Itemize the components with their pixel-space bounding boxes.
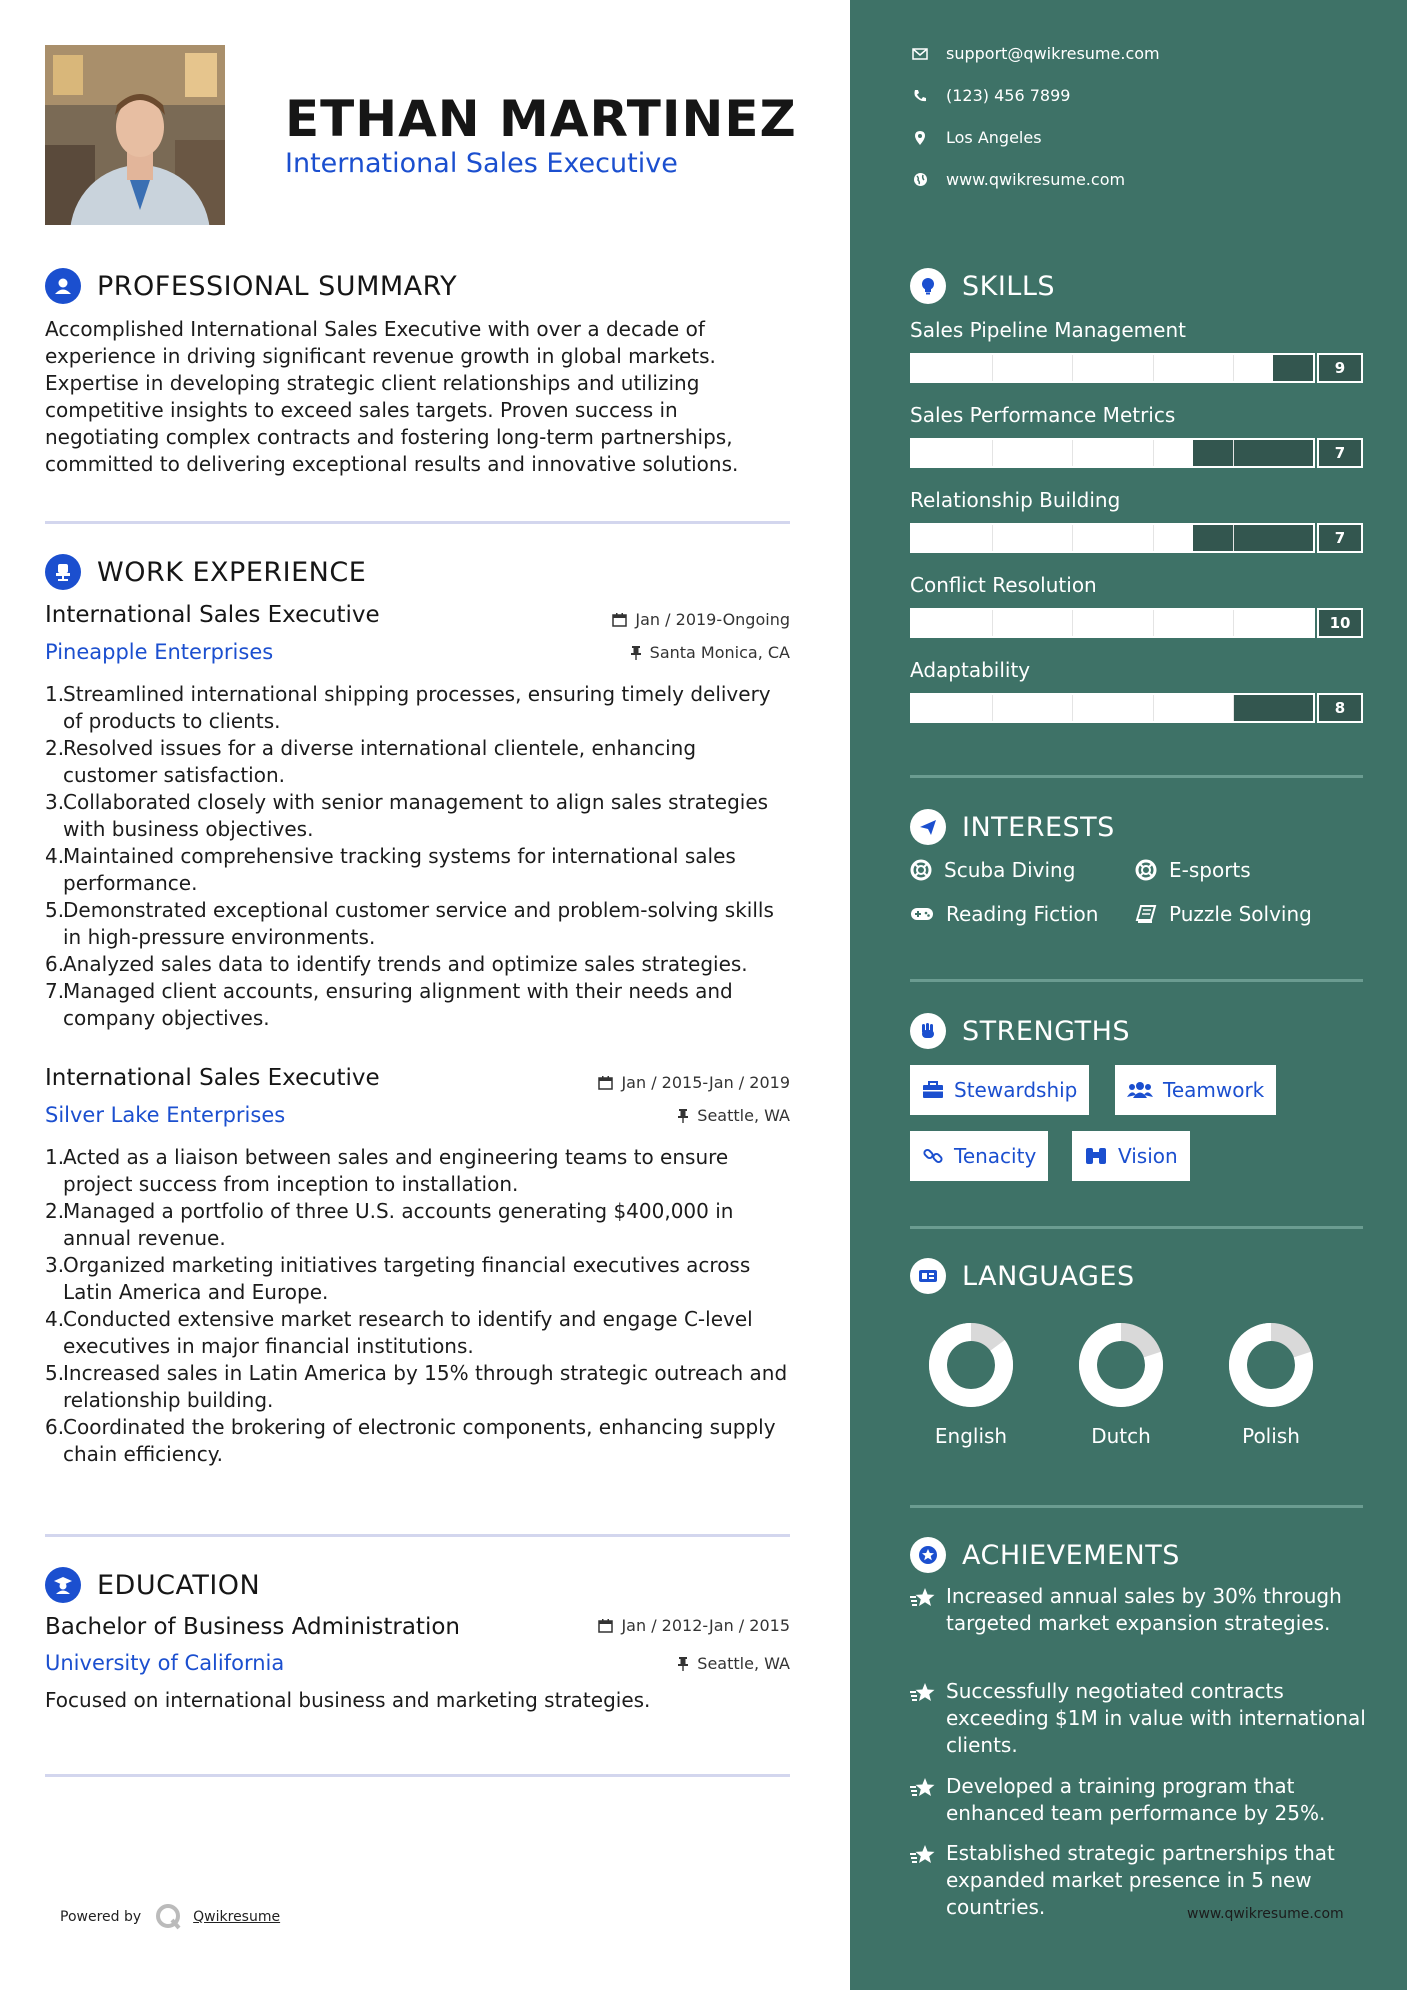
users-icon	[1127, 1081, 1153, 1099]
strengths-heading	[910, 1013, 1130, 1049]
list-item: 4. Conducted extensive market research to identify and engage C-level executives in major financial institutions.	[45, 1307, 753, 1358]
gamepad-icon	[910, 906, 934, 922]
education-dates	[598, 1616, 790, 1635]
star-icon	[910, 1583, 946, 1637]
degree: Bachelor of Business Administration	[45, 1614, 460, 1640]
interests-heading	[910, 809, 1115, 845]
pin-icon	[677, 1656, 689, 1671]
job-location	[677, 1106, 790, 1125]
divider	[45, 1534, 790, 1537]
contact-location	[910, 128, 1042, 147]
skill-bar-tick	[1233, 610, 1234, 636]
achievement-item	[910, 1773, 1370, 1827]
skill-bar-tick	[1072, 525, 1073, 551]
calendar-icon	[612, 612, 627, 627]
calendar-icon	[598, 1075, 613, 1090]
skill-bar-tick	[1153, 440, 1154, 466]
list-item: 5. Increased sales in Latin America by 15% through strategic outreach and relationship building.	[45, 1361, 788, 1412]
languages-heading	[910, 1258, 1135, 1294]
contact-website	[910, 170, 1125, 189]
list-item: 6. Coordinated the brokering of electronic components, enhancing supply chain efficiency.	[45, 1415, 776, 1466]
website-text[interactable]: www.qwikresume.com	[946, 170, 1126, 189]
globe-icon	[913, 172, 928, 187]
skill-bar-tick	[1153, 525, 1154, 551]
interest-label: Scuba Diving	[944, 858, 1076, 882]
language-icon	[910, 1258, 946, 1294]
skill-bar-tick	[1153, 610, 1154, 636]
lightbulb-icon	[910, 268, 946, 304]
interest-label: E-sports	[1169, 858, 1251, 882]
skill-level-bar	[910, 608, 1315, 638]
skill-bar-tick	[1153, 695, 1154, 721]
skill-bar-tick	[992, 610, 993, 636]
life-ring-icon	[1135, 859, 1157, 881]
achievement-text: Increased annual sales by 30% through targeted market expansion strategies.	[946, 1584, 1342, 1635]
job-dates	[612, 610, 790, 629]
job-title: International Sales Executive	[45, 602, 380, 628]
summary-title: PROFESSIONAL SUMMARY	[97, 270, 458, 302]
list-item: 4. Maintained comprehensive tracking systems for international sales performance.	[45, 844, 736, 895]
achievement-text: Established strategic partnerships that expanded market presence in 5 new countries.	[946, 1841, 1335, 1919]
skill-bar-tick	[1233, 440, 1234, 466]
job-location	[630, 643, 790, 662]
strength-badge	[1072, 1131, 1190, 1181]
skill-bar-tick	[1153, 355, 1154, 381]
list-item: 1. Acted as a liaison between sales and engineering teams to ensure project success from inception to installation.	[45, 1145, 729, 1196]
school-name: University of California	[45, 1651, 285, 1675]
job-location-text: Santa Monica, CA	[649, 643, 790, 662]
interest-label: Reading Fiction	[946, 902, 1099, 926]
calendar-icon	[598, 1618, 613, 1633]
education-description: Focused on international business and marketing strategies.	[45, 1688, 651, 1712]
language-item	[1211, 1322, 1331, 1448]
skill-score: 9	[1317, 353, 1363, 383]
star-badge-icon	[910, 1537, 946, 1573]
language-name: English	[934, 1424, 1008, 1448]
job-dates	[598, 1073, 790, 1092]
skills-heading	[910, 268, 1055, 304]
language-proficiency-ring	[1078, 1322, 1164, 1408]
life-ring-icon	[910, 859, 932, 881]
star-icon	[910, 1840, 946, 1921]
skill-bar-tick	[1233, 695, 1234, 721]
pin-icon	[677, 1108, 689, 1123]
list-item: 6. Analyzed sales data to identify trends and optimize sales strategies.	[45, 952, 748, 976]
interest-label: Puzzle Solving	[1169, 902, 1312, 926]
interest-item	[1135, 858, 1251, 882]
job-bullets	[45, 681, 795, 1032]
strength-badge	[910, 1131, 1048, 1181]
divider	[910, 1226, 1363, 1229]
achievements-heading	[910, 1537, 1180, 1573]
experience-heading	[45, 554, 366, 590]
skill-score: 8	[1317, 693, 1363, 723]
experience-title: WORK EXPERIENCE	[97, 556, 367, 588]
office-chair-icon	[45, 554, 81, 590]
strength-label: Vision	[1118, 1144, 1178, 1168]
contact-phone	[910, 86, 1070, 105]
star-icon	[910, 1678, 946, 1759]
divider	[910, 979, 1363, 982]
achievement-text: Successfully negotiated contracts exceeding $1M in value with international clients.	[946, 1679, 1366, 1757]
language-proficiency-ring	[1228, 1322, 1314, 1408]
powered-by-label: Powered by	[60, 1909, 142, 1925]
job-title: International Sales Executive	[45, 1065, 380, 1091]
skill-bar-tick	[992, 440, 993, 466]
skills-title: SKILLS	[962, 270, 1056, 302]
map-pin-icon	[914, 130, 926, 146]
skill-name: Adaptability	[910, 658, 1031, 682]
candidate-name: ETHAN MARTINEZ	[285, 90, 797, 148]
education-location	[677, 1654, 790, 1673]
divider	[910, 1505, 1363, 1508]
job-dates-text: Jan / 2015-Jan / 2019	[621, 1073, 790, 1092]
candidate-title: International Sales Executive	[285, 148, 678, 179]
skill-level-bar	[910, 353, 1315, 383]
divider	[45, 521, 790, 524]
pin-icon	[630, 645, 642, 660]
hand-icon	[910, 1013, 946, 1049]
company-name: Silver Lake Enterprises	[45, 1103, 286, 1127]
skill-name: Sales Performance Metrics	[910, 403, 1176, 427]
skill-name: Conflict Resolution	[910, 573, 1097, 597]
phone-text: (123) 456 7899	[946, 86, 1071, 105]
languages-title: LANGUAGES	[962, 1260, 1135, 1292]
graduate-icon	[45, 1567, 81, 1603]
language-proficiency-ring	[928, 1322, 1014, 1408]
achievement-text: Developed a training program that enhanced team performance by 25%.	[946, 1774, 1326, 1825]
skill-level-fill	[912, 440, 1193, 466]
skill-level-bar	[910, 438, 1315, 468]
profile-photo	[45, 45, 225, 225]
education-location-text: Seattle, WA	[697, 1654, 790, 1673]
user-icon	[45, 268, 81, 304]
divider	[45, 1774, 790, 1777]
job-bullets	[45, 1144, 795, 1468]
binoculars-icon	[1084, 1146, 1108, 1166]
location-text: Los Angeles	[946, 128, 1042, 147]
skill-level-bar	[910, 523, 1315, 553]
paper-plane-icon	[910, 809, 946, 845]
envelope-icon	[912, 48, 928, 60]
skill-bar-tick	[1072, 610, 1073, 636]
star-icon	[910, 1773, 946, 1827]
skill-level-fill	[912, 525, 1193, 551]
skill-bar-tick	[1233, 355, 1234, 381]
skill-name: Sales Pipeline Management	[910, 318, 1186, 342]
strength-label: Teamwork	[1163, 1078, 1265, 1102]
phone-icon	[913, 89, 927, 103]
powered-by	[60, 1903, 280, 1931]
skill-score: 10	[1317, 608, 1363, 638]
book-icon	[1135, 904, 1157, 924]
interest-item	[1135, 902, 1312, 926]
language-item	[911, 1322, 1031, 1448]
language-name: Polish	[1242, 1424, 1300, 1448]
strength-badge	[910, 1065, 1089, 1115]
skill-name: Relationship Building	[910, 488, 1121, 512]
skill-level-bar	[910, 693, 1315, 723]
job-location-text: Seattle, WA	[697, 1106, 790, 1125]
education-heading	[45, 1567, 260, 1603]
education-dates-text: Jan / 2012-Jan / 2015	[621, 1616, 790, 1635]
interest-item	[910, 858, 1075, 882]
list-item: 5. Demonstrated exceptional customer service and problem-solving skills in high-pressure environments.	[45, 898, 774, 949]
list-item: 3. Organized marketing initiatives targeting financial executives across Latin America and Europe.	[45, 1253, 751, 1304]
summary-heading	[45, 268, 457, 304]
contact-email	[910, 44, 1160, 63]
divider	[910, 775, 1363, 778]
language-item	[1061, 1322, 1181, 1448]
strength-label: Stewardship	[954, 1078, 1078, 1102]
strengths-title: STRENGTHS	[962, 1015, 1131, 1047]
qwikresume-link[interactable]: Qwikresume	[193, 1909, 281, 1925]
list-item: 2. Resolved issues for a diverse international clientele, enhancing customer satisfaction.	[45, 736, 697, 787]
skill-bar-tick	[1072, 695, 1073, 721]
skill-bar-tick	[992, 695, 993, 721]
skill-score: 7	[1317, 523, 1363, 553]
list-item: 7. Managed client accounts, ensuring alignment with their needs and company objectives.	[45, 979, 733, 1030]
sidebar	[850, 0, 1407, 1990]
skill-bar-tick	[1233, 525, 1234, 551]
footer-url[interactable]: www.qwikresume.com	[1187, 1906, 1344, 1922]
list-item: 1. Streamlined international shipping processes, ensuring timely delivery of products to clients.	[45, 682, 771, 733]
skill-level-fill	[912, 355, 1273, 381]
skill-bar-tick	[992, 355, 993, 381]
strength-label: Tenacity	[954, 1144, 1037, 1168]
interest-item	[910, 902, 1098, 926]
list-item: 2. Managed a portfolio of three U.S. accounts generating $400,000 in annual revenue.	[45, 1199, 734, 1250]
summary-text: Accomplished International Sales Executive with over a decade of experience in driving significant revenue growth in global markets. Expertise in developing strategic client relationships and utilizing competitive insights to exceed sales targets. Proven success in negotiating complex contracts and fostering long-term partnerships, committed to delivering exceptional results and innovative solutions.	[45, 317, 739, 476]
qwikresume-logo-icon	[155, 1903, 183, 1931]
achievements-title: ACHIEVEMENTS	[962, 1539, 1180, 1571]
skill-bar-tick	[992, 525, 993, 551]
education-title: EDUCATION	[97, 1569, 261, 1601]
language-name: Dutch	[1091, 1424, 1151, 1448]
link-icon	[922, 1145, 944, 1167]
achievement-item	[910, 1583, 1370, 1637]
interests-title: INTERESTS	[962, 811, 1115, 843]
achievement-item	[910, 1678, 1370, 1759]
skill-level-fill	[912, 610, 1313, 636]
list-item: 3. Collaborated closely with senior management to align sales strategies with business objectives.	[45, 790, 769, 841]
job-dates-text: Jan / 2019-Ongoing	[635, 610, 790, 629]
strength-badge	[1115, 1065, 1276, 1115]
skill-bar-tick	[1072, 355, 1073, 381]
skill-score: 7	[1317, 438, 1363, 468]
company-name: Pineapple Enterprises	[45, 640, 274, 664]
briefcase-icon	[922, 1081, 944, 1099]
email-text[interactable]: support@qwikresume.com	[946, 44, 1160, 63]
skill-bar-tick	[1072, 440, 1073, 466]
